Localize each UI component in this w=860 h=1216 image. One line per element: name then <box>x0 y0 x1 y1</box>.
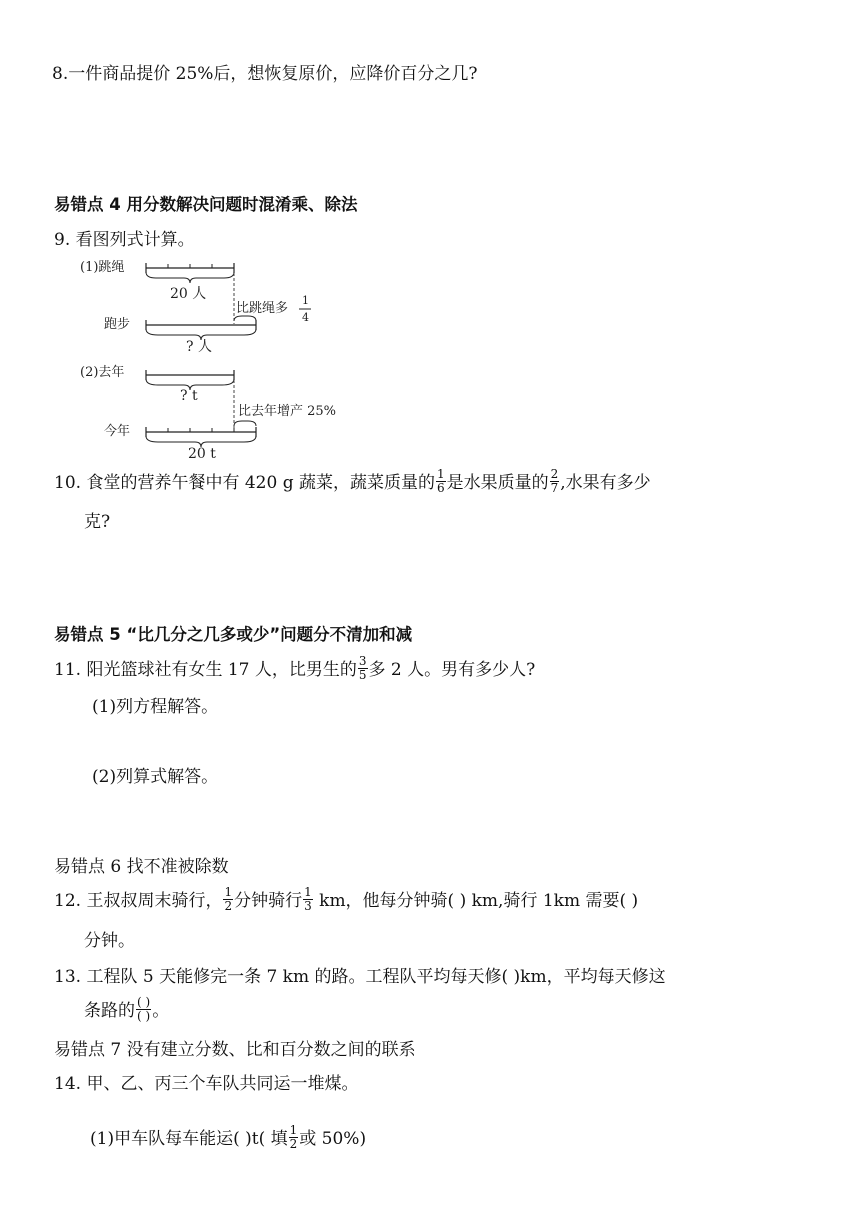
fraction-numerator: 3 <box>358 654 367 668</box>
diagram-label-this-year: 今年 <box>104 424 131 439</box>
text-span: 。 <box>152 1001 170 1021</box>
question-14: 14. 甲、乙、丙三个车队共同运一堆煤。 <box>54 1074 359 1094</box>
fraction-3-5 <box>358 655 368 682</box>
text-span: 或 50%) <box>299 1129 367 1149</box>
text-span: 多 2 人。男有多少人? <box>368 660 536 680</box>
question-8: 8.一件商品提价 25%后，想恢复原价，应降价百分之几? <box>52 64 478 84</box>
question-13-line2 <box>84 995 170 1025</box>
text-span: 分钟骑行 <box>234 891 303 911</box>
diagram-label-last-year: (2)去年 <box>80 365 125 380</box>
section-title-4: 易错点 4 用分数解决问题时混淆乘、除法 <box>54 195 358 214</box>
fraction-numerator: 1 <box>304 885 312 899</box>
line-segment-diagram <box>72 254 372 460</box>
text-span: 是水果质量的 <box>446 473 549 493</box>
diagram-unknown-people: ? 人 <box>186 339 212 355</box>
fraction-numerator: ( ) <box>137 995 151 1009</box>
fraction-denominator: 2 <box>224 899 233 913</box>
diagram-label-jump: (1)跳绳 <box>80 260 125 275</box>
fraction-denominator: 5 <box>358 668 367 682</box>
fraction-denominator: 3 <box>304 899 312 913</box>
fraction-numerator: 1 <box>224 885 233 899</box>
question-11-sub1: (1)列方程解答。 <box>92 697 219 717</box>
diagram-unknown-t: ? t <box>180 388 198 404</box>
fraction-1-3 <box>303 886 313 913</box>
fraction-1-2 <box>223 886 233 913</box>
section-title-6: 易错点 6 找不准被除数 <box>54 857 229 877</box>
fraction-denominator: 6 <box>436 481 445 495</box>
text-span: 12. 王叔叔周末骑行， <box>54 891 223 911</box>
fraction-denominator: 7 <box>550 481 559 495</box>
section-title-7: 易错点 7 没有建立分数、比和百分数之间的联系 <box>54 1040 416 1060</box>
text-span: 10. 食堂的营养午餐中有 420 g 蔬菜，蔬菜质量的 <box>54 473 435 493</box>
fraction-numerator: 1 <box>302 294 309 307</box>
text-span: (1)甲车队每车能运( )t( 填 <box>90 1129 288 1149</box>
question-11 <box>54 654 536 684</box>
text-span: ,水果有多少 <box>560 473 651 493</box>
fraction-1-6 <box>436 468 446 495</box>
question-9: 9. 看图列式计算。 <box>54 230 195 250</box>
fraction-numerator: 1 <box>436 467 445 481</box>
diagram-compare-jump: 比跳绳多 <box>236 301 289 316</box>
question-10 <box>54 467 651 497</box>
question-12 <box>54 885 639 915</box>
fraction-numerator: 1 <box>289 1123 298 1137</box>
fraction-denominator: ( ) <box>137 1009 151 1023</box>
question-13: 13. 工程队 5 天能修完一条 7 km 的路。工程队平均每天修( )km，平均每天修这 <box>54 967 666 987</box>
text-span: 11. 阳光篮球社有女生 17 人，比男生的 <box>54 660 357 680</box>
section-title-5: 易错点 5 “比几分之几多或少”问题分不清加和减 <box>54 625 413 644</box>
question-10-line2: 克? <box>84 512 111 532</box>
diagram-compare-last-year: 比去年增产 25% <box>238 404 337 419</box>
fraction-1-2-b <box>289 1124 299 1151</box>
diagram-amount-20-people: 20 人 <box>170 286 207 302</box>
question-14-sub1 <box>90 1123 367 1153</box>
text-span: 条路的 <box>84 1001 135 1021</box>
fraction-2-7 <box>550 468 560 495</box>
diagram-amount-20-t: 20 t <box>188 446 216 460</box>
diagram-label-run: 跑步 <box>104 317 131 332</box>
question-11-sub2: (2)列算式解答。 <box>92 767 219 787</box>
question-12-line2: 分钟。 <box>84 931 135 951</box>
fraction-denominator: 2 <box>289 1137 298 1151</box>
fraction-blank <box>136 996 151 1023</box>
text-span: km，他每分钟骑( ) km,骑行 1km 需要( ) <box>313 891 639 911</box>
fraction-numerator: 2 <box>550 467 559 481</box>
fraction-denominator: 4 <box>302 311 309 324</box>
